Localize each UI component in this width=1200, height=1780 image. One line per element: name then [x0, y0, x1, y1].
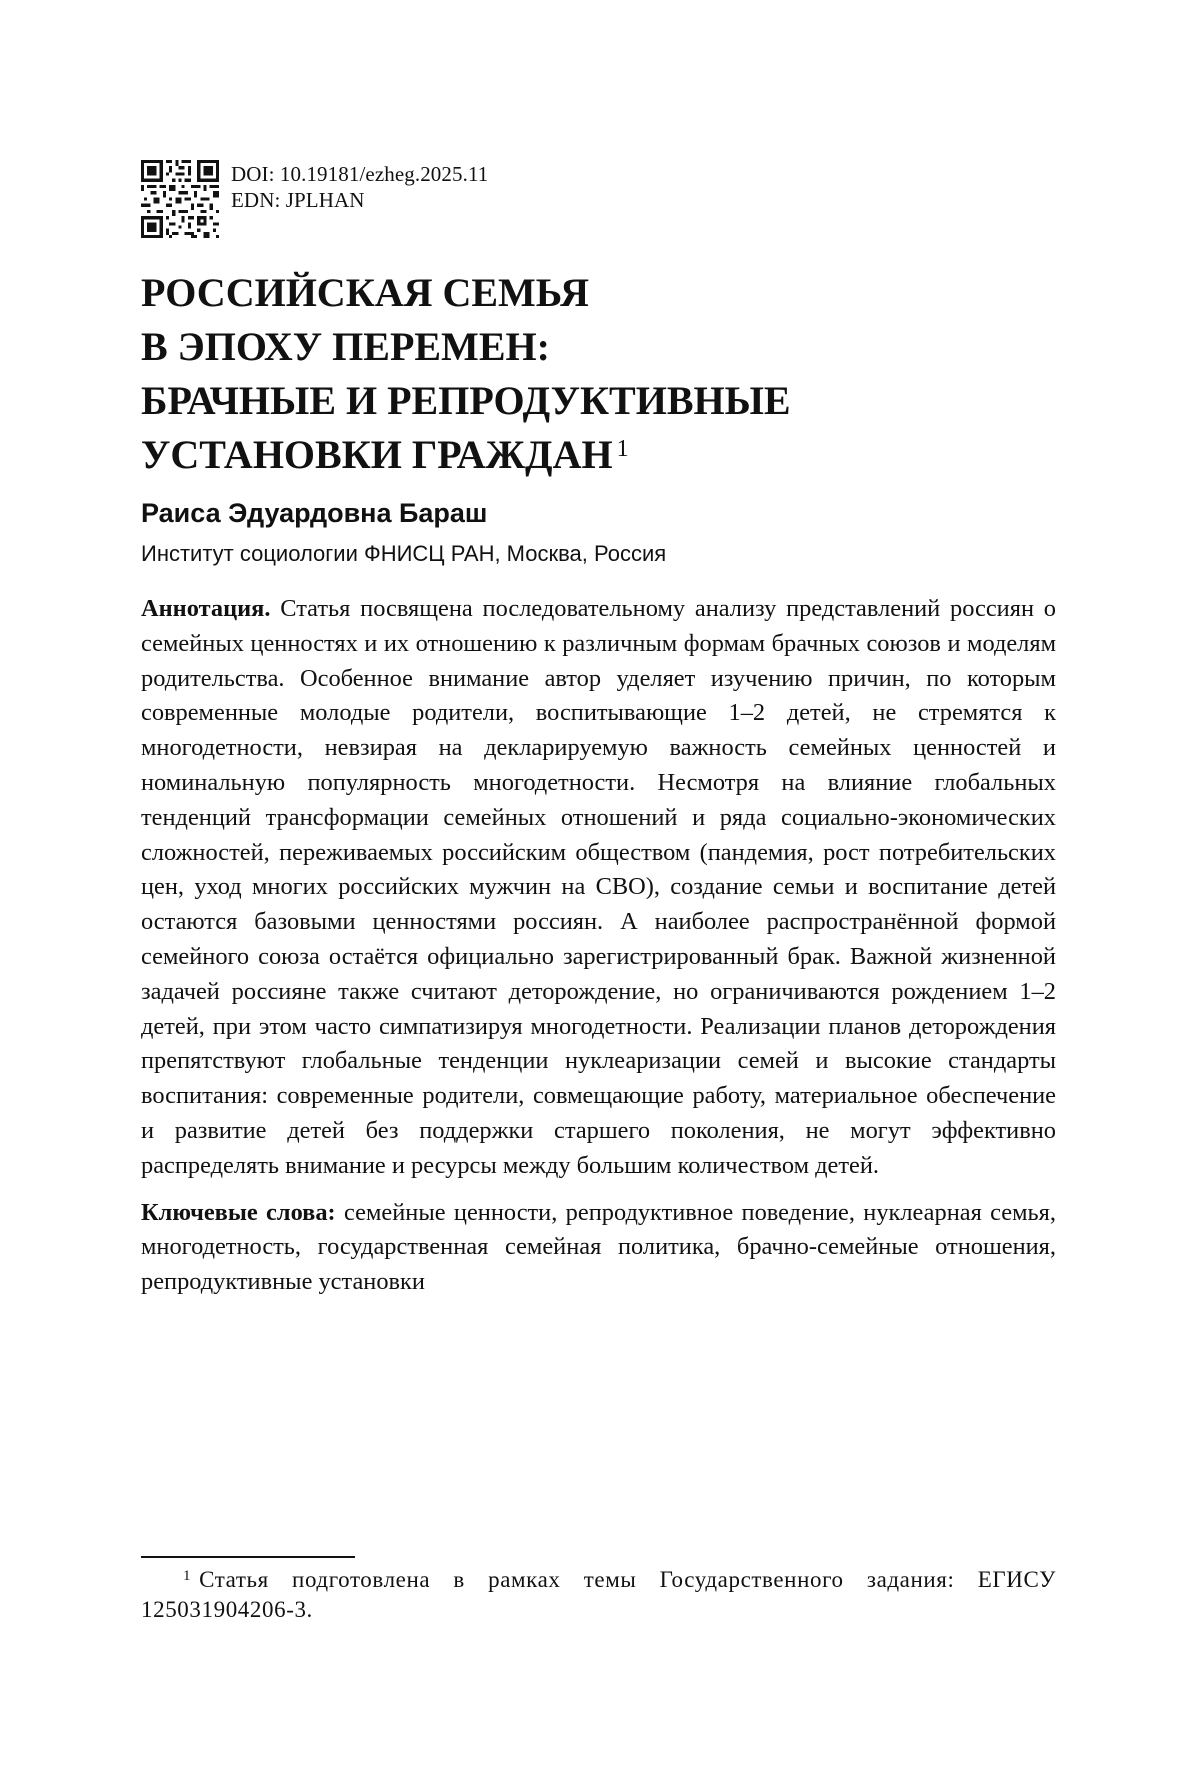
author-name: Раиса Эдуардовна Бараш: [141, 498, 488, 528]
abstract: [141, 592, 1056, 1184]
article-first-page: [141, 160, 1056, 1300]
title-line-4-text: УСТАНОВКИ ГРАЖДАН: [141, 432, 613, 477]
title-line-3: БРАЧНЫЕ И РЕПРОДУКТИВНЫЕ: [141, 378, 791, 423]
footnote-divider: [141, 1556, 355, 1558]
keywords-text: семейные ценности, репродуктивное поведение, нуклеарная семья, многодетность, государственная семейная политика, брачно-семейные отношения, репродуктивные установки: [141, 1198, 1056, 1296]
qr-code-icon[interactable]: [141, 160, 219, 238]
article-title: [141, 266, 1056, 482]
doi-link[interactable]: DOI: 10.19181/ezheg.2025.11: [231, 162, 489, 186]
footnote: [141, 1565, 1056, 1625]
author-affiliation: Институт социологии ФНИСЦ РАН, Москва, Россия: [141, 541, 667, 566]
identifier-block: [141, 160, 1056, 238]
identifiers: [231, 161, 488, 213]
abstract-label: Аннотация.: [141, 595, 271, 622]
title-line-1: РОССИЙСКАЯ СЕМЬЯ: [141, 270, 589, 315]
title-footnote-mark[interactable]: 1: [616, 436, 629, 462]
footnote-text: Статья подготовлена в рамках темы Государственного задания: ЕГИСУ 125031904206-3.: [141, 1567, 1056, 1622]
keywords-label: Ключевые слова:: [141, 1198, 336, 1226]
title-line-2: В ЭПОХУ ПЕРЕМЕН:: [141, 324, 550, 369]
edn-code: EDN: JPLHAN: [231, 188, 365, 212]
keywords: [141, 1196, 1056, 1300]
abstract-text: Статья посвящена последовательному анализу представлений россиян о семейных ценностях и их отношению к различным формам брачных союзов и моделям родительства. Особенное внимание автор уделяет изучению причин, по которым современные молодые родители, воспитывающие 1–2 детей, не стремятся к многодетности, невзирая на декларируемую важность семейных ценностей и номинальную популярность многодетности. Несмотря на влияние глобальных тенденций трансформации семейных отношений и ряда социально-экономических сложностей, переживаемых российским обществом (пандемия, рост потребительских цен, уход многих российских мужчин на СВО), создание семьи и воспитание детей остаются базовыми ценностями россиян. А наиболее распространённой формой семейного союза остаётся официально зарегистрированный брак. Важной жизненной задачей россияне также считают деторождение, но ограничиваются рождением 1–2 детей, при этом часто симпатизируя многодетности. Реализации планов деторождения препятствуют глобальные тенденции нуклеаризации семей и высокие стандарты воспитания: современные родители, совмещающие работу, материальное обеспечение и развитие детей без поддержки старшего поколения, не могут эффективно распределять внимание и ресурсы между большим количеством детей.: [141, 595, 1056, 1179]
title-line-4: [141, 428, 1056, 482]
footnote-mark: 1: [183, 1568, 192, 1584]
